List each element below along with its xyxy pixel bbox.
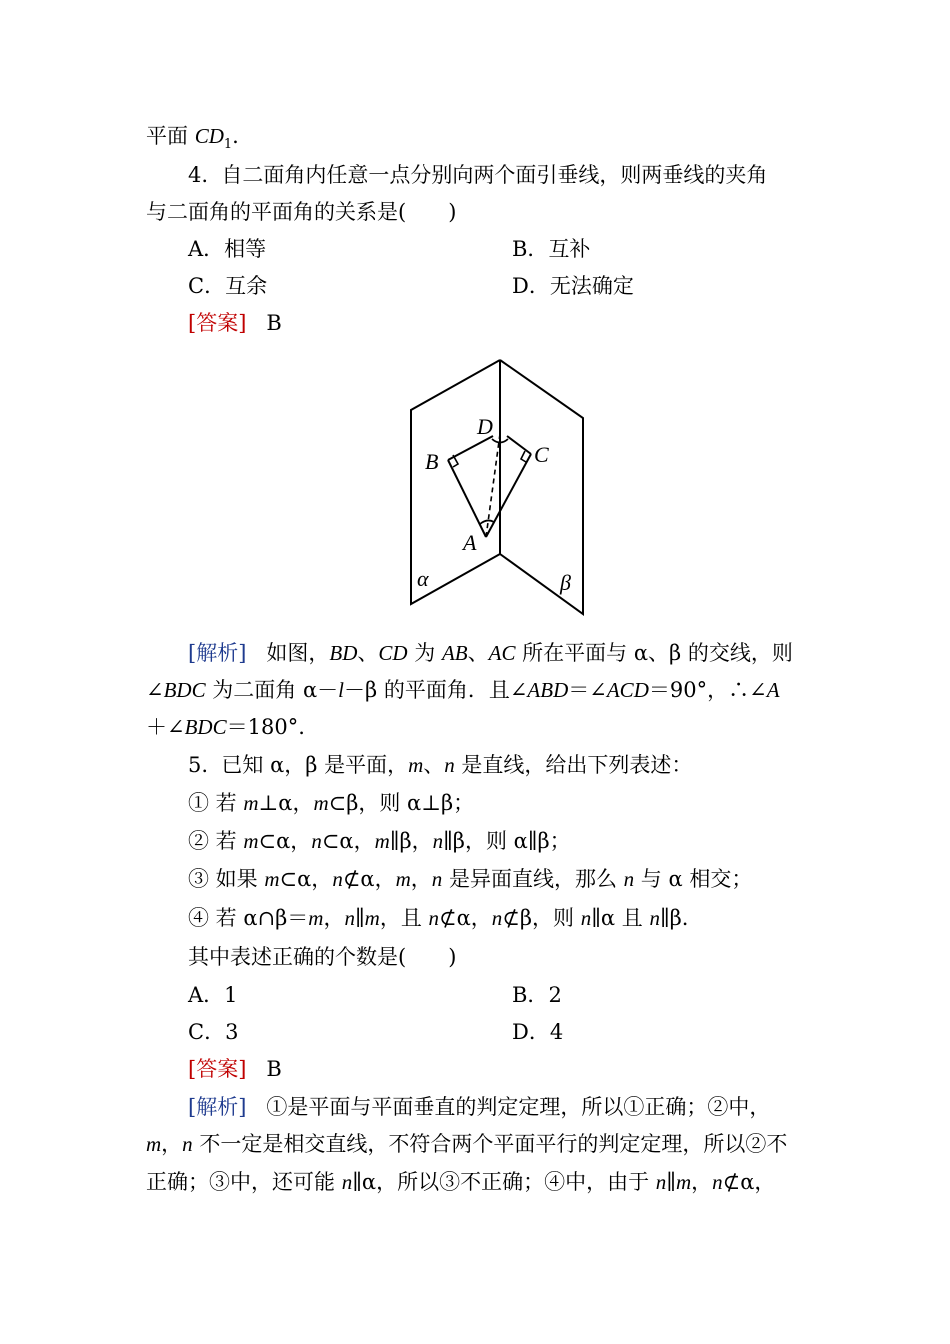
q5-explain-line2: m，n 不一定是相交直线，不符合两个平面平行的判定定理，所以②不 bbox=[146, 1132, 788, 1156]
label-d: D bbox=[477, 414, 493, 439]
q5-answer: [答案] B bbox=[188, 1057, 282, 1081]
q4-explain-line2: ∠BDC 为二面角 α－l－β 的平面角．且∠ABD＝∠ACD＝90°，∴∠A bbox=[146, 678, 780, 702]
right-angle-c bbox=[521, 451, 526, 462]
q5-option-d: D．4 bbox=[512, 1020, 564, 1044]
explain-tag: [解析] bbox=[188, 641, 247, 665]
q4-number: 4. bbox=[188, 163, 209, 187]
label-b: B bbox=[425, 449, 439, 474]
q5-options-row1 bbox=[188, 980, 858, 1010]
continued-line: 平面 $CD_1$. bbox=[146, 124, 239, 153]
q4-option-c: C．互余 bbox=[188, 274, 268, 298]
q5-option-a: A．1 bbox=[188, 983, 238, 1007]
label-c: C bbox=[534, 442, 549, 467]
answer-tag: [答案] bbox=[188, 311, 247, 335]
dihedral-diagram bbox=[400, 352, 595, 617]
q5-stem: 5. 已知 α，β 是平面，m、n 是直线，给出下列表述： bbox=[188, 753, 693, 777]
q4-option-a: A．相等 bbox=[188, 237, 267, 261]
q5-options-row2 bbox=[188, 1017, 858, 1047]
label-alpha: α bbox=[417, 566, 429, 591]
q5-statement-3: ③ 如果 m⊂α，n⊄α，m，n 是异面直线，那么 n 与 α 相交； bbox=[188, 867, 753, 891]
q4-stem-line2: 与二面角的平面角的关系是( ) bbox=[146, 200, 457, 224]
q4-answer: [答案] B bbox=[188, 311, 282, 335]
label-beta: β bbox=[560, 570, 571, 595]
q4-options-row2 bbox=[188, 271, 858, 301]
q5-statement-1: ① 若 m⊥α，m⊂β，则 α⊥β； bbox=[188, 791, 475, 815]
segment-bd bbox=[448, 436, 493, 460]
q4-option-d: D．无法确定 bbox=[512, 274, 634, 298]
q5-option-c: C．3 bbox=[188, 1020, 239, 1044]
q4-explain-line3: ＋∠BDC＝180°. bbox=[146, 715, 305, 739]
q4-options-row1 bbox=[188, 234, 858, 264]
explain-tag: [解析] bbox=[188, 1095, 247, 1119]
segment-ac bbox=[486, 454, 531, 537]
angle-arc-a bbox=[480, 520, 494, 524]
label-a: A bbox=[463, 530, 477, 555]
q5-statement-2: ② 若 m⊂α，n⊂α，m∥β，n∥β，则 α∥β； bbox=[188, 829, 571, 853]
q4-stem-line1: 4. 自二面角内任意一点分别向两个面引垂线，则两垂线的夹角 bbox=[188, 163, 768, 187]
q4-explain-line1: [解析] 如图，BD、CD 为 AB、AC 所在平面与 α、β 的交线，则 bbox=[188, 641, 793, 665]
q5-statement-4: ④ 若 α∩β＝m，n∥m，且 n⊄α，n⊄β，则 n∥α 且 n∥β. bbox=[188, 906, 689, 930]
segment-ab bbox=[448, 460, 486, 537]
q5-ask: 其中表述正确的个数是( ) bbox=[188, 945, 457, 969]
q5-option-b: B．2 bbox=[512, 983, 562, 1007]
q4-option-b: B．互补 bbox=[512, 237, 591, 261]
q5-explain-line1: [解析] ①是平面与平面垂直的判定定理，所以①正确；②中， bbox=[188, 1095, 771, 1119]
q5-explain-line3: 正确；③中，还可能 n∥α，所以③不正确；④中，由于 n∥m，n⊄α， bbox=[146, 1170, 776, 1194]
answer-tag: [答案] bbox=[188, 1057, 247, 1081]
segment-dc bbox=[507, 436, 531, 454]
dihedral-angle-figure bbox=[400, 352, 595, 617]
q5-number: 5. bbox=[188, 753, 209, 777]
